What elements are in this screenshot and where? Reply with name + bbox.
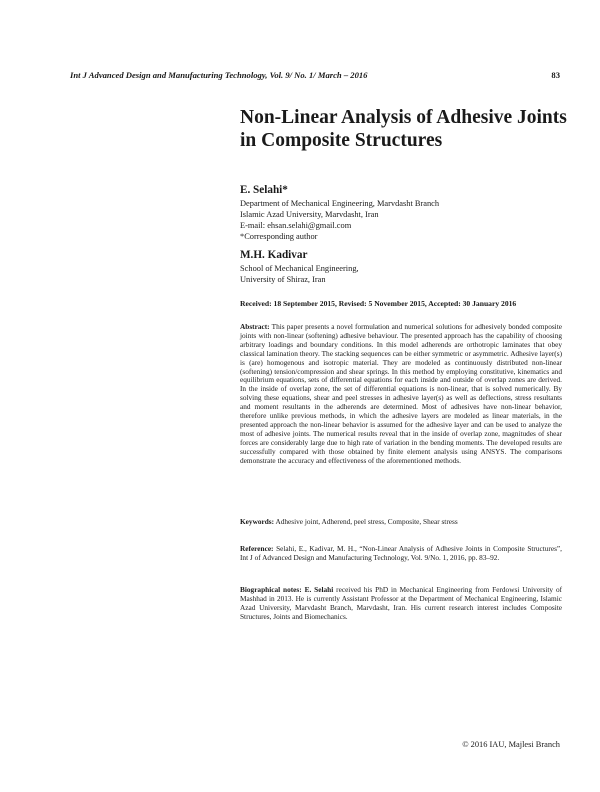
author-block-2 [240, 248, 570, 285]
running-header [70, 70, 560, 80]
author-affiliation-line: University of Shiraz, Iran [240, 275, 326, 284]
received-dates: Received: 18 September 2015, Revised: 5 November 2015, Accepted: 30 January 2016 [240, 299, 517, 308]
author-affiliation-line: Islamic Azad University, Marvdasht, Iran [240, 210, 379, 219]
author-affiliation-line: School of Mechanical Engineering, [240, 264, 359, 273]
keywords-text: Adhesive joint, Adherend, peel stress, Composite, Shear stress [275, 517, 458, 526]
keywords-label: Keywords: [240, 517, 275, 526]
author-name: M.H. Kadivar [240, 249, 308, 261]
bio-label: Biographical notes: [240, 585, 302, 594]
author-affiliation-line: Department of Mechanical Engineering, Marvdasht Branch [240, 199, 440, 208]
bio-name: E. Selahi [304, 585, 334, 594]
reference-text: Selahi, E., Kadivar, M. H., “Non-Linear Analysis of Adhesive Joints in Composite Structures”, Int J of Advanced Design and Manufacturing Technology, Vol. 9/No. 1, 2016, pp. 83–92. [240, 544, 562, 562]
reference-label: Reference: [240, 544, 274, 553]
abstract [240, 323, 562, 466]
author-email: E-mail: ehsan.selahi@gmail.com [240, 221, 352, 230]
abstract-text: This paper presents a novel formulation and numerical solutions for adhesively bonded composite joints with non-linear (softening) adhesive behaviour. The presented approach has the capability of choosing arbitrary loadings and boundary conditions. In this model adherends are orthotropic laminates that obey classical lamination theory. The stacking sequences can be either symmetric or asymmetric. Adhesive layer(s) is (are) homogenous and isotropic material. They are modeled as continuously distributed non-linear (softening) tension/compression and shear springs. In this method by employing constitutive, kinematics and equilibrium equations, sets of differential equations for each inside and outside of overlap zones are derived. In the inside of overlap zone, the set of differential equations is non-linear, that is solved numerically. By solving these equations, shear and peel stresses in adhesive layer(s) as well as deflections, stress resultants and moment resultants in the adherends are determined. Most of adhesives have non-linear behavior, therefore unlike previous methods, in which the adhesive layers are modeled as linear materials, in the presented approach the non-linear behavior is assumed for the adhesive layer and can be used to analyze the most of adhesive joints. The numerical results reveal that in the inside of overlap zone, magnitudes of shear forces are considerably large due to high rate of variation in the bending moments. The developed results are successfully compared with those obtained by finite element analysis using ANSYS. The comparisons demonstrate the accuracy and effectiveness of the aforementioned methods. [240, 322, 562, 465]
reference [240, 545, 562, 563]
paper-title: Non-Linear Analysis of Adhesive Joints in Composite Structures [240, 107, 567, 151]
page-number: 83 [551, 70, 560, 80]
biographical-notes [240, 586, 562, 622]
journal-citation: Int J Advanced Design and Manufacturing Technology, Vol. 9/ No. 1/ March – 2016 [70, 70, 368, 80]
copyright-footer: © 2016 IAU, Majlesi Branch [462, 740, 560, 749]
keywords [240, 518, 562, 527]
bio-text: received his PhD in Mechanical Engineering from Ferdowsi University of Mashhad in 2013. He is currently Assistant Professor at the Department of Mechanical Engineering, Islamic Azad University, Marvdasht Branch, Marvdasht, Iran. His current research interest includes Composite Structures, Joints and Biomechanics. [240, 585, 563, 621]
corresponding-author-note: *Corresponding author [240, 232, 318, 241]
author-name: E. Selahi* [240, 184, 288, 196]
author-block-1 [240, 183, 570, 242]
abstract-label: Abstract: [240, 322, 270, 331]
